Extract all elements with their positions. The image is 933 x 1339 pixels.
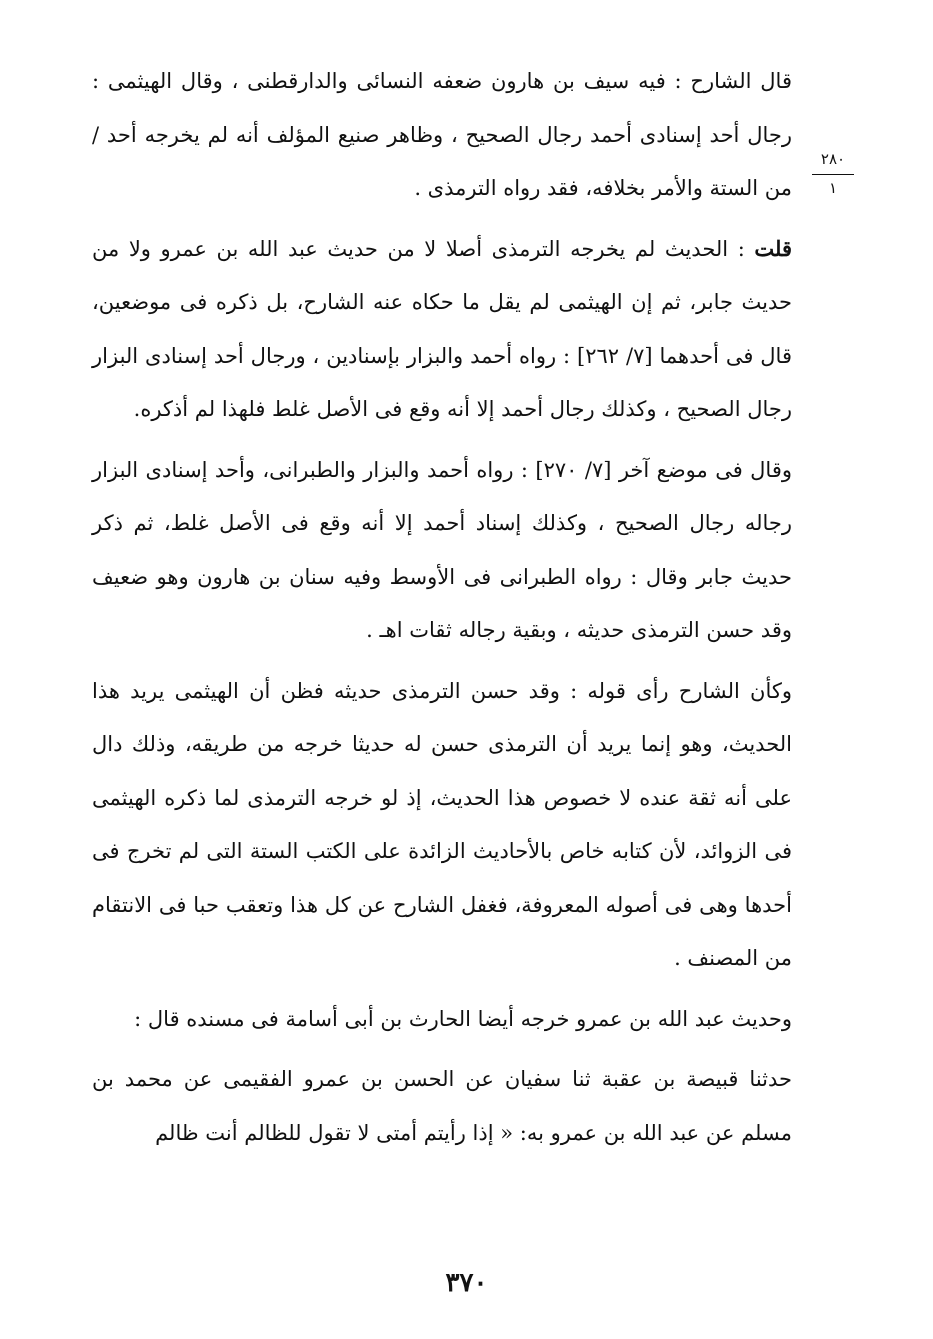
- margin-note-top: ٢٨٠: [820, 150, 846, 168]
- paragraph-text: قال الشارح : فيه سيف بن هارون ضعفه النسائى والدارقطنى ، وقال الهيثمى : رجال أحد إسنادى أحمد رجال الصحيح ، وظاهر صنيع المؤلف أنه لم يخرجه أحد / من الستة والأمر بخلافه، فقد رواه الترمذى .: [92, 69, 792, 200]
- margin-note: [808, 150, 858, 197]
- paragraph-text: وكأن الشارح رأى قوله : وقد حسن الترمذى حديثه فظن أن الهيثمى يريد هذا الحديث، وهو إنما يريد أن الترمذى حسن له حديثا خرجه من طريقه، وذلك دال على أنه ثقة عنده لا خصوص هذا الحديث، إذ لو خرجه الترمذى لما ذكره الهيثمى فى الزوائد، لأن كتابه خاص بالأحاديث الزائدة على الكتب الستة التى لم تخرج فى أحدها وهى فى أصوله المعروفة، فغفل الشارح عن كل هذا وتعقب حبا فى الانتقام من المصنف .: [92, 678, 792, 970]
- paragraph-6: [92, 1052, 792, 1160]
- paragraph-1: [92, 54, 792, 216]
- main-text: [92, 54, 792, 1160]
- paragraph-3: [92, 443, 792, 658]
- paragraph-text: : الحديث لم يخرجه الترمذى أصلا لا من حديث عبد الله بن عمرو ولا من حديث جابر، ثم إن الهيثمى لم يقل ما حكاه عنه الشارح، بل ذكره فى موضعين، قال فى أحدهما [٧/ ٢٦٢] : رواه أحمد والبزار بإسنادين ، ورجال أحد إسنادى البزار رجال الصحيح ، وكذلك رجال أحمد إلا أنه وقع فى الأصل غلط فلهذا لم أذكره.: [92, 236, 792, 421]
- paragraph-4: [92, 664, 792, 986]
- paragraph-5: [92, 992, 792, 1047]
- paragraph-text: وحديث عبد الله بن عمرو خرجه أيضا الحارث بن أبى أسامة فى مسنده قال :: [134, 1006, 792, 1031]
- paragraph-text: وقال فى موضع آخر [٧/ ٢٧٠] : رواه أحمد والبزار والطبرانى، وأحد إسنادى البزار رجاله رجال الصحيح ، وكذلك إسناد أحمد إلا أنه وقع فى الأصل غلط، ثم ذكر حديث جابر وقال : رواه الطبرانى فى الأوسط وفيه سنان بن هارون وهو ضعيف وقد حسن الترمذى حديثه ، وبقية رجاله ثقات اهـ .: [92, 457, 792, 642]
- paragraph-2: [92, 222, 792, 437]
- margin-note-divider: [812, 174, 854, 175]
- margin-note-bottom: ١: [828, 179, 838, 197]
- paragraph-lead: قلت: [754, 235, 792, 261]
- paragraph-text: حدثنا قبيصة بن عقبة ثنا سفيان عن الحسن بن عمرو الفقيمى عن محمد بن مسلم عن عبد الله بن عمرو به: « إذا رأيتم أمتى لا تقول للظالم أنت ظالم: [92, 1067, 792, 1145]
- page-number: ٣٧٠: [445, 1268, 488, 1298]
